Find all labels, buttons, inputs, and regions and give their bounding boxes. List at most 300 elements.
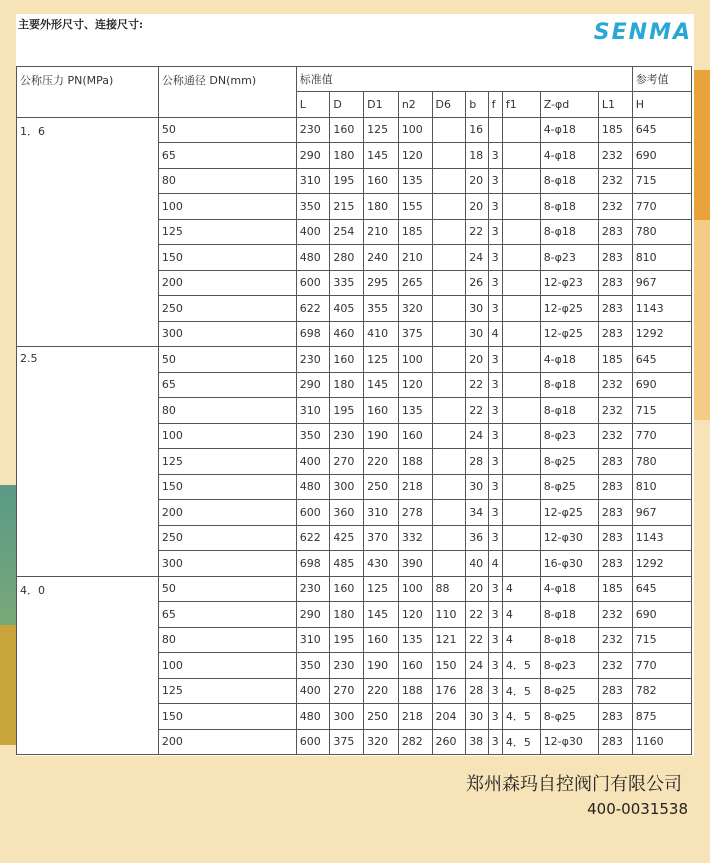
value-cell [502, 321, 540, 347]
value-cell [432, 296, 466, 322]
value-cell: 125 [364, 347, 399, 373]
dn-cell: 150 [158, 704, 296, 730]
value-cell: 195 [330, 398, 364, 424]
value-cell: 370 [364, 525, 399, 551]
value-cell: 410 [364, 321, 399, 347]
value-cell: 715 [632, 398, 691, 424]
value-cell: 780 [632, 449, 691, 475]
value-cell: 185 [398, 219, 432, 245]
value-cell: 12-φ25 [540, 321, 598, 347]
value-cell: 218 [398, 474, 432, 500]
value-cell: 135 [398, 627, 432, 653]
value-cell: 250 [364, 474, 399, 500]
dn-cell: 100 [158, 423, 296, 449]
value-cell: 310 [296, 168, 330, 194]
value-cell: 215 [330, 194, 364, 220]
value-cell [502, 423, 540, 449]
value-cell: 100 [398, 576, 432, 602]
page-title: 主要外形尺寸、连接尺寸: [18, 18, 144, 31]
dn-cell: 250 [158, 296, 296, 322]
value-cell: 12-φ30 [540, 729, 598, 755]
dn-cell: 100 [158, 653, 296, 679]
subheader-cell: D6 [432, 92, 466, 118]
value-cell: 20 [466, 347, 488, 373]
header-pn: 公称压力 PN(MPa) [17, 67, 159, 118]
value-cell: 810 [632, 474, 691, 500]
value-cell: 290 [296, 372, 330, 398]
value-cell: 400 [296, 219, 330, 245]
value-cell: 12-φ25 [540, 500, 598, 526]
value-cell: 232 [598, 423, 632, 449]
value-cell: 8-φ18 [540, 194, 598, 220]
value-cell [432, 398, 466, 424]
value-cell: 320 [364, 729, 399, 755]
dn-cell: 100 [158, 194, 296, 220]
value-cell: 155 [398, 194, 432, 220]
value-cell: 12-φ30 [540, 525, 598, 551]
value-cell: 283 [598, 474, 632, 500]
value-cell: 36 [466, 525, 488, 551]
value-cell: 1143 [632, 525, 691, 551]
value-cell: 3 [488, 704, 502, 730]
value-cell: 265 [398, 270, 432, 296]
value-cell [432, 270, 466, 296]
value-cell: 600 [296, 500, 330, 526]
value-cell: 278 [398, 500, 432, 526]
value-cell [502, 194, 540, 220]
subheader-cell: L [296, 92, 330, 118]
value-cell: 425 [330, 525, 364, 551]
value-cell: 360 [330, 500, 364, 526]
value-cell: 120 [398, 372, 432, 398]
value-cell: 232 [598, 194, 632, 220]
value-cell [432, 143, 466, 169]
value-cell: 3 [488, 525, 502, 551]
value-cell: 430 [364, 551, 399, 577]
value-cell: 3 [488, 423, 502, 449]
value-cell: 22 [466, 372, 488, 398]
value-cell: 240 [364, 245, 399, 271]
value-cell: 40 [466, 551, 488, 577]
value-cell: 210 [364, 219, 399, 245]
value-cell: 283 [598, 525, 632, 551]
value-cell: 300 [330, 474, 364, 500]
value-cell: 180 [364, 194, 399, 220]
value-cell [502, 219, 540, 245]
value-cell [502, 347, 540, 373]
value-cell: 28 [466, 678, 488, 704]
value-cell: 160 [364, 168, 399, 194]
value-cell: 176 [432, 678, 466, 704]
value-cell: 120 [398, 602, 432, 628]
value-cell: 121 [432, 627, 466, 653]
value-cell: 332 [398, 525, 432, 551]
value-cell: 375 [330, 729, 364, 755]
value-cell: 698 [296, 551, 330, 577]
value-cell [502, 398, 540, 424]
value-cell: 350 [296, 653, 330, 679]
value-cell: 1292 [632, 321, 691, 347]
value-cell: 350 [296, 194, 330, 220]
value-cell: 3 [488, 219, 502, 245]
value-cell: 232 [598, 143, 632, 169]
value-cell: 283 [598, 729, 632, 755]
dn-cell: 125 [158, 219, 296, 245]
value-cell [432, 245, 466, 271]
decor-strip-right-pale [694, 220, 710, 420]
value-cell: 232 [598, 602, 632, 628]
value-cell: 770 [632, 194, 691, 220]
value-cell [502, 551, 540, 577]
value-cell: 180 [330, 602, 364, 628]
value-cell [432, 372, 466, 398]
value-cell: 4 [502, 602, 540, 628]
table-row [17, 576, 692, 602]
value-cell: 782 [632, 678, 691, 704]
value-cell: 26 [466, 270, 488, 296]
value-cell: 480 [296, 245, 330, 271]
spec-panel [16, 14, 694, 756]
value-cell: 4-φ18 [540, 576, 598, 602]
value-cell: 232 [598, 653, 632, 679]
table-header-row [17, 67, 692, 92]
value-cell: 350 [296, 423, 330, 449]
value-cell [502, 525, 540, 551]
value-cell: 967 [632, 270, 691, 296]
value-cell: 4．5 [502, 653, 540, 679]
table-row [17, 117, 692, 143]
value-cell: 20 [466, 576, 488, 602]
value-cell: 230 [330, 653, 364, 679]
dn-cell: 150 [158, 474, 296, 500]
value-cell: 160 [330, 576, 364, 602]
value-cell: 4．5 [502, 704, 540, 730]
value-cell [432, 500, 466, 526]
dn-cell: 150 [158, 245, 296, 271]
value-cell: 283 [598, 296, 632, 322]
value-cell: 8-φ18 [540, 627, 598, 653]
value-cell: 280 [330, 245, 364, 271]
value-cell: 770 [632, 423, 691, 449]
value-cell [502, 500, 540, 526]
value-cell: 204 [432, 704, 466, 730]
value-cell [502, 449, 540, 475]
value-cell: 310 [296, 398, 330, 424]
value-cell: 180 [330, 143, 364, 169]
dn-cell: 200 [158, 729, 296, 755]
company-phone: 400-0031538 [587, 800, 688, 818]
value-cell: 125 [364, 117, 399, 143]
value-cell: 28 [466, 449, 488, 475]
subheader-cell: b [466, 92, 488, 118]
value-cell: 20 [466, 194, 488, 220]
dn-cell: 65 [158, 372, 296, 398]
value-cell: 220 [364, 678, 399, 704]
value-cell: 4 [488, 321, 502, 347]
value-cell: 295 [364, 270, 399, 296]
value-cell: 405 [330, 296, 364, 322]
value-cell [432, 423, 466, 449]
value-cell [502, 143, 540, 169]
value-cell: 22 [466, 219, 488, 245]
value-cell: 3 [488, 729, 502, 755]
value-cell: 218 [398, 704, 432, 730]
value-cell: 600 [296, 729, 330, 755]
value-cell [502, 372, 540, 398]
value-cell: 22 [466, 627, 488, 653]
value-cell: 622 [296, 296, 330, 322]
value-cell: 283 [598, 321, 632, 347]
value-cell: 145 [364, 372, 399, 398]
subheader-cell: Z-φd [540, 92, 598, 118]
value-cell: 390 [398, 551, 432, 577]
value-cell: 185 [598, 347, 632, 373]
value-cell: 645 [632, 117, 691, 143]
value-cell: 4．5 [502, 729, 540, 755]
value-cell: 375 [398, 321, 432, 347]
value-cell: 3 [488, 168, 502, 194]
value-cell: 8-φ25 [540, 678, 598, 704]
senma-logo: SENMA [593, 20, 692, 45]
value-cell: 283 [598, 449, 632, 475]
dn-cell: 125 [158, 449, 296, 475]
value-cell: 600 [296, 270, 330, 296]
dn-cell: 300 [158, 551, 296, 577]
value-cell [432, 168, 466, 194]
value-cell: 8-φ23 [540, 245, 598, 271]
value-cell: 4 [502, 627, 540, 653]
subheader-cell: n2 [398, 92, 432, 118]
value-cell: 3 [488, 576, 502, 602]
value-cell: 283 [598, 704, 632, 730]
value-cell: 150 [432, 653, 466, 679]
value-cell: 283 [598, 219, 632, 245]
value-cell [502, 270, 540, 296]
value-cell: 3 [488, 500, 502, 526]
value-cell: 34 [466, 500, 488, 526]
value-cell: 690 [632, 372, 691, 398]
dn-cell: 200 [158, 270, 296, 296]
dn-cell: 65 [158, 143, 296, 169]
value-cell: 622 [296, 525, 330, 551]
value-cell: 270 [330, 678, 364, 704]
value-cell: 30 [466, 474, 488, 500]
value-cell [502, 245, 540, 271]
value-cell: 3 [488, 602, 502, 628]
dn-cell: 300 [158, 321, 296, 347]
subheader-cell: f1 [502, 92, 540, 118]
value-cell: 20 [466, 168, 488, 194]
value-cell [432, 219, 466, 245]
value-cell [432, 474, 466, 500]
value-cell [502, 117, 540, 143]
value-cell: 30 [466, 321, 488, 347]
value-cell: 400 [296, 449, 330, 475]
dn-cell: 50 [158, 576, 296, 602]
value-cell: 290 [296, 143, 330, 169]
value-cell: 8-φ23 [540, 653, 598, 679]
subheader-cell: D [330, 92, 364, 118]
value-cell: 3 [488, 398, 502, 424]
header-dn: 公称通径 DN(mm) [158, 67, 296, 118]
value-cell: 780 [632, 219, 691, 245]
value-cell: 22 [466, 398, 488, 424]
header-standard: 标准值 [296, 67, 632, 92]
value-cell: 4-φ18 [540, 347, 598, 373]
value-cell: 190 [364, 653, 399, 679]
value-cell: 232 [598, 398, 632, 424]
value-cell: 160 [330, 117, 364, 143]
value-cell: 480 [296, 474, 330, 500]
value-cell: 232 [598, 168, 632, 194]
value-cell: 4-φ18 [540, 143, 598, 169]
value-cell: 12-φ23 [540, 270, 598, 296]
value-cell: 110 [432, 602, 466, 628]
value-cell: 283 [598, 551, 632, 577]
value-cell: 3 [488, 653, 502, 679]
dn-cell: 50 [158, 347, 296, 373]
value-cell: 250 [364, 704, 399, 730]
value-cell: 8-φ18 [540, 602, 598, 628]
value-cell: 3 [488, 270, 502, 296]
value-cell: 300 [330, 704, 364, 730]
table-row [17, 347, 692, 373]
value-cell: 230 [296, 347, 330, 373]
value-cell: 355 [364, 296, 399, 322]
value-cell: 460 [330, 321, 364, 347]
value-cell: 485 [330, 551, 364, 577]
value-cell: 145 [364, 602, 399, 628]
value-cell: 3 [488, 449, 502, 475]
value-cell: 230 [296, 117, 330, 143]
value-cell: 260 [432, 729, 466, 755]
value-cell: 160 [398, 423, 432, 449]
value-cell: 190 [364, 423, 399, 449]
decor-strip-right-gold [694, 70, 710, 220]
value-cell: 1292 [632, 551, 691, 577]
subheader-cell: D1 [364, 92, 399, 118]
value-cell: 4．5 [502, 678, 540, 704]
value-cell: 195 [330, 168, 364, 194]
dn-cell: 80 [158, 398, 296, 424]
value-cell: 160 [364, 398, 399, 424]
value-cell [432, 449, 466, 475]
value-cell: 3 [488, 194, 502, 220]
value-cell: 8-φ18 [540, 398, 598, 424]
value-cell: 967 [632, 500, 691, 526]
value-cell: 690 [632, 143, 691, 169]
value-cell: 3 [488, 372, 502, 398]
value-cell [432, 525, 466, 551]
value-cell: 698 [296, 321, 330, 347]
value-cell: 160 [398, 653, 432, 679]
value-cell: 1143 [632, 296, 691, 322]
value-cell: 188 [398, 449, 432, 475]
value-cell: 770 [632, 653, 691, 679]
value-cell: 310 [364, 500, 399, 526]
value-cell: 810 [632, 245, 691, 271]
value-cell: 16 [466, 117, 488, 143]
value-cell: 645 [632, 347, 691, 373]
value-cell: 270 [330, 449, 364, 475]
dn-cell: 80 [158, 168, 296, 194]
value-cell: 195 [330, 627, 364, 653]
value-cell: 8-φ18 [540, 219, 598, 245]
value-cell: 16-φ30 [540, 551, 598, 577]
value-cell [502, 474, 540, 500]
value-cell: 8-φ18 [540, 372, 598, 398]
decor-strip-gold [0, 625, 16, 745]
value-cell: 160 [330, 347, 364, 373]
subheader-cell: H [632, 92, 691, 118]
value-cell: 3 [488, 143, 502, 169]
value-cell: 3 [488, 474, 502, 500]
decor-strip-green [0, 485, 16, 625]
value-cell: 3 [488, 678, 502, 704]
value-cell: 188 [398, 678, 432, 704]
dn-cell: 65 [158, 602, 296, 628]
value-cell: 4 [502, 576, 540, 602]
value-cell [432, 347, 466, 373]
value-cell: 8-φ23 [540, 423, 598, 449]
value-cell: 282 [398, 729, 432, 755]
company-name: 郑州森玛自控阀门有限公司 [466, 774, 682, 795]
decor-strip-top [0, 0, 16, 60]
value-cell: 160 [364, 627, 399, 653]
value-cell: 38 [466, 729, 488, 755]
value-cell: 22 [466, 602, 488, 628]
value-cell: 230 [330, 423, 364, 449]
value-cell: 210 [398, 245, 432, 271]
value-cell: 120 [398, 143, 432, 169]
value-cell: 8-φ25 [540, 449, 598, 475]
value-cell: 283 [598, 500, 632, 526]
value-cell: 8-φ18 [540, 168, 598, 194]
value-cell: 185 [598, 117, 632, 143]
value-cell: 335 [330, 270, 364, 296]
value-cell: 690 [632, 602, 691, 628]
dn-cell: 250 [158, 525, 296, 551]
value-cell: 320 [398, 296, 432, 322]
value-cell: 715 [632, 627, 691, 653]
dn-cell: 200 [158, 500, 296, 526]
value-cell: 135 [398, 168, 432, 194]
value-cell: 875 [632, 704, 691, 730]
value-cell [502, 168, 540, 194]
value-cell: 30 [466, 704, 488, 730]
dn-cell: 50 [158, 117, 296, 143]
dimension-table [16, 66, 692, 755]
value-cell: 1160 [632, 729, 691, 755]
value-cell: 30 [466, 296, 488, 322]
pn-cell: 4．0 [17, 576, 159, 755]
value-cell: 24 [466, 245, 488, 271]
value-cell: 8-φ25 [540, 474, 598, 500]
value-cell [432, 321, 466, 347]
header-reference: 参考值 [632, 67, 691, 92]
value-cell: 230 [296, 576, 330, 602]
value-cell: 145 [364, 143, 399, 169]
subheader-cell: L1 [598, 92, 632, 118]
value-cell: 24 [466, 653, 488, 679]
value-cell [502, 296, 540, 322]
value-cell [432, 551, 466, 577]
value-cell: 283 [598, 678, 632, 704]
value-cell: 100 [398, 117, 432, 143]
value-cell: 88 [432, 576, 466, 602]
value-cell: 8-φ25 [540, 704, 598, 730]
value-cell: 254 [330, 219, 364, 245]
